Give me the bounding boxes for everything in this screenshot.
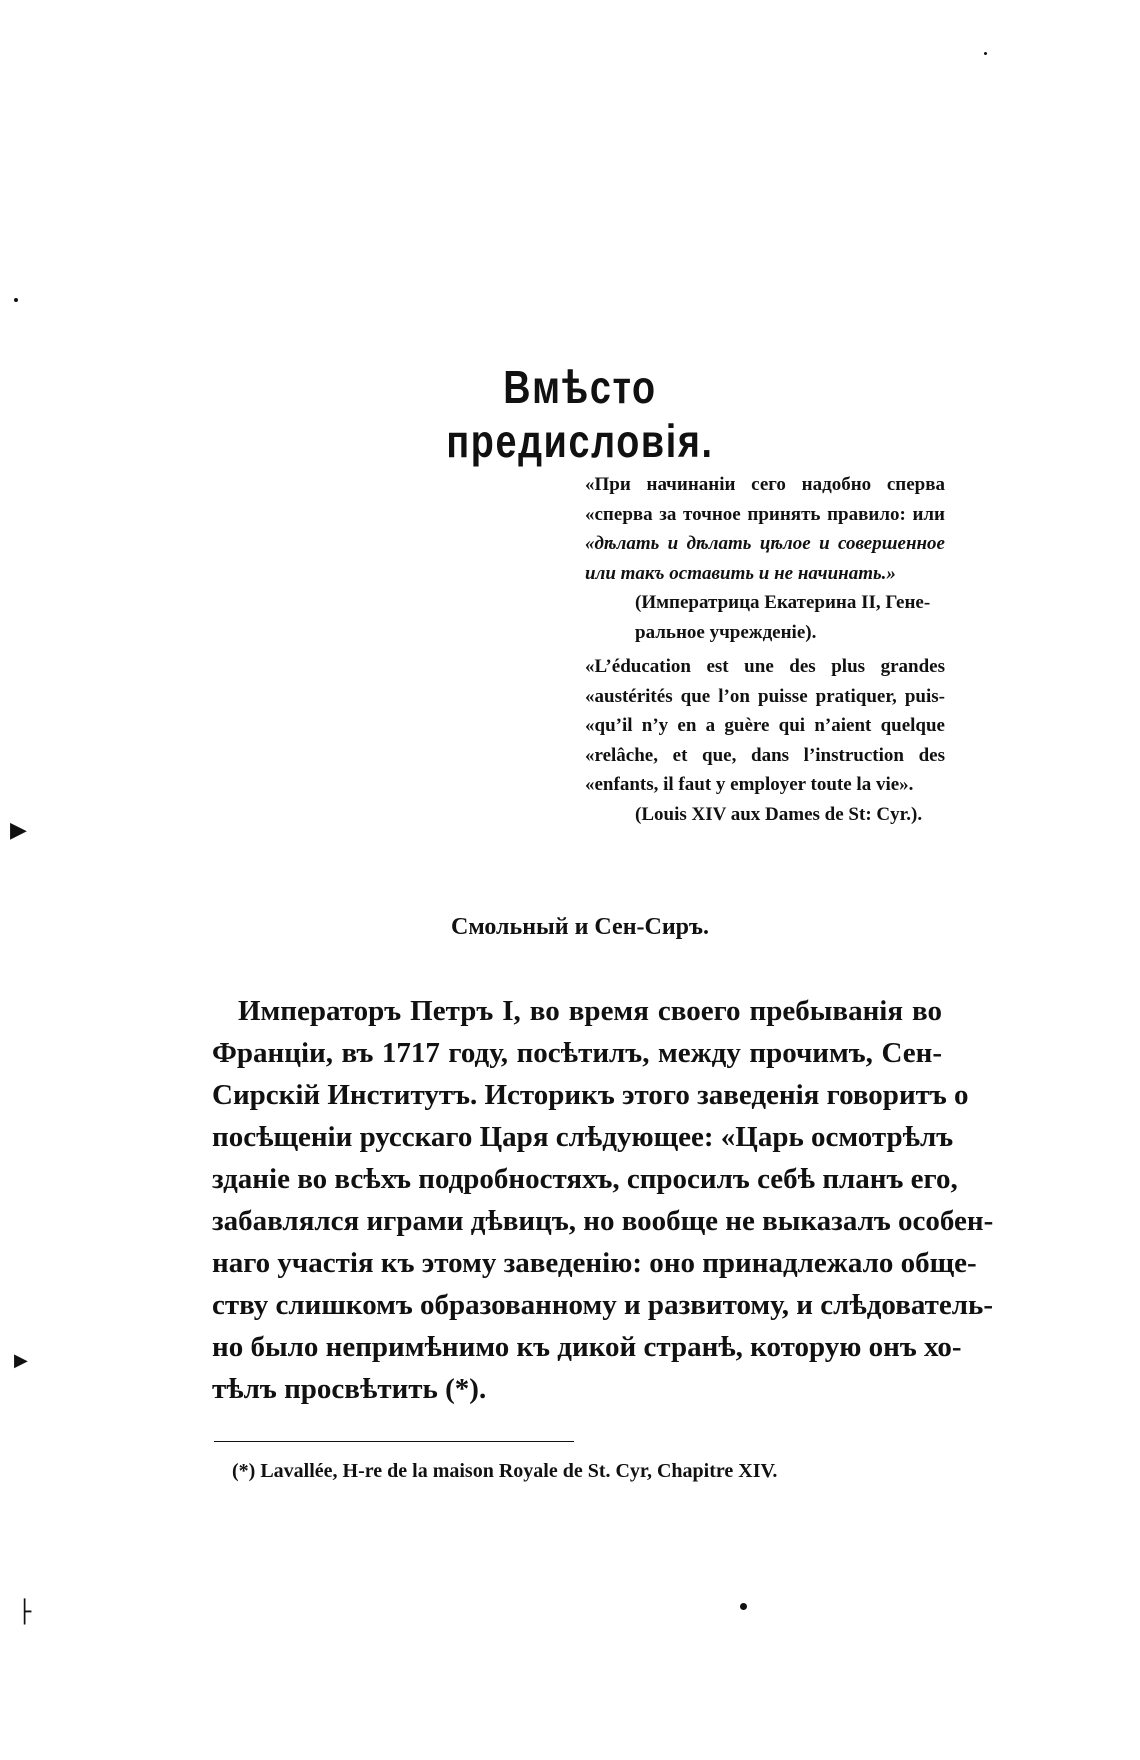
epigraph-line: «сперва за точное принять правило: или — [585, 503, 945, 525]
margin-tick-icon: ├ — [18, 1600, 32, 1625]
margin-arrow-icon: ▶ — [14, 1350, 28, 1371]
footnote: (*) Lavallée, H-re de la maison Royale de St. Cyr, Chapitre XIV. — [232, 1460, 778, 1482]
body-line: Франціи, въ 1717 году, посѣтилъ, между прочимъ, Сен- — [212, 1037, 942, 1069]
epigraph-line: или такъ оставить и не начинать.» — [585, 562, 896, 584]
body-line: наго участія къ этому заведенію: оно принадлежало обще- — [212, 1247, 977, 1279]
epigraph-line: «enfants, il faut y employer toute la vie». — [585, 774, 914, 795]
footnote-rule — [214, 1441, 574, 1442]
body-line: ству слишкомъ образованному и развитому, и слѣдователь- — [212, 1289, 993, 1321]
epigraph-line: «austérités que l’on puisse pratiquer, puis- — [585, 685, 945, 707]
body-line: Императоръ Петръ I, во время своего пребыванія во — [238, 995, 942, 1027]
epigraph-line: «qu’il n’y en a guère qui n’aient quelque — [585, 715, 945, 736]
body-line: но было непримѣнимо къ дикой странѣ, которую онъ хо- — [212, 1331, 962, 1363]
epigraph-line: «дѣлать и дѣлать цѣлое и совершенное — [585, 533, 945, 554]
scan-dot — [740, 1603, 747, 1610]
epigraph-line: «При начинаніи сего надобно сперва — [585, 474, 945, 495]
epigraph-attribution: ральное учрежденіе). — [635, 621, 817, 643]
scan-dot — [984, 52, 987, 55]
body-line: посѣщеніи русскаго Царя слѣдующее: «Царь осмотрѣлъ — [212, 1121, 954, 1153]
epigraph-french — [585, 652, 945, 829]
body-line: зданіе во всѣхъ подробностяхъ, спросилъ себѣ планъ его, — [212, 1163, 958, 1195]
page-title: Вмѣсто предисловія. — [446, 361, 714, 467]
epigraph-russian — [585, 470, 945, 647]
epigraph-attribution: (Императрица Екатерина II, Гене- — [635, 592, 931, 613]
margin-arrow-icon: ▶ — [10, 818, 27, 843]
epigraph-line: «L’éducation est une des plus grandes — [585, 656, 945, 677]
body-line: тѣлъ просвѣтить (*). — [212, 1373, 487, 1405]
epigraph-attribution: (Louis XIV aux Dames de St: Cyr.). — [635, 803, 923, 825]
body-line: Сирскій Институтъ. Историкъ этого заведенія говоритъ о — [212, 1079, 969, 1111]
epigraph-line: «relâche, et que, dans l’instruction des — [585, 744, 945, 766]
section-title: Смольный и Сен-Сиръ. — [450, 914, 710, 940]
body-paragraph — [212, 990, 994, 1410]
scan-dot — [14, 298, 18, 302]
body-line: забавлялся играми дѣвицъ, но вообще не выказалъ особен- — [212, 1205, 994, 1237]
